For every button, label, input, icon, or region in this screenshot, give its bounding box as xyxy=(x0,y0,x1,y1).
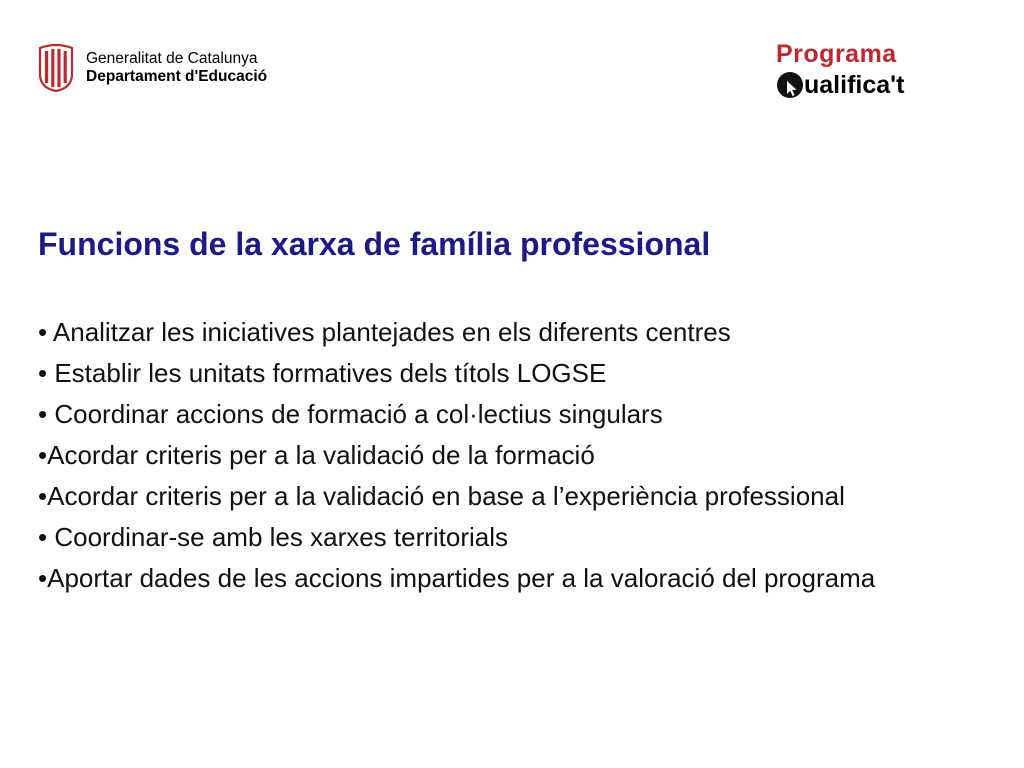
list-item-text: Coordinar accions de formació a col·lectius singulars xyxy=(47,399,663,429)
functions-list xyxy=(38,312,1008,599)
list-item-text: Establir les unitats formatives dels títols LOGSE xyxy=(47,358,607,388)
q-cursor-icon xyxy=(776,71,804,99)
bullet-marker: • xyxy=(38,563,48,593)
qualificat-label: ualifica't xyxy=(804,71,905,99)
list-item-text: Analitzar les iniciatives plantejades en els diferents centres xyxy=(47,317,731,347)
generalitat-logo xyxy=(36,44,267,92)
slide-title: Funcions de la xarxa de família professional xyxy=(38,226,711,262)
bullet-marker: • xyxy=(38,440,48,470)
bullet-marker: • xyxy=(38,522,48,552)
bullet-marker: • xyxy=(38,317,48,347)
list-item-text: Acordar criteris per a la validació de la formació xyxy=(47,440,595,470)
generalitat-text xyxy=(86,50,267,86)
list-item xyxy=(38,394,1008,435)
programa-qualificat-logo xyxy=(776,40,936,100)
org-name: Generalitat de Catalunya xyxy=(86,50,258,67)
list-item xyxy=(38,558,1008,599)
catalan-stripes-emblem-icon xyxy=(36,44,76,92)
list-item-text: Coordinar-se amb les xarxes territorials xyxy=(47,522,509,552)
list-item xyxy=(38,517,1008,558)
list-item xyxy=(38,353,1008,394)
list-item xyxy=(38,476,1008,517)
department-name: Departament d'Educació xyxy=(86,68,268,85)
bullet-marker: • xyxy=(38,481,48,511)
list-item xyxy=(38,435,1008,476)
list-item-text: Acordar criteris per a la validació en base a l’experiència professional xyxy=(47,481,845,511)
list-item xyxy=(38,312,1008,353)
bullet-marker: • xyxy=(38,399,48,429)
list-item-text: Aportar dades de les accions impartides per a la valoració del programa xyxy=(47,563,876,593)
bullet-marker: • xyxy=(38,358,48,388)
qualificat-wordmark xyxy=(776,70,936,100)
programa-label: Programa xyxy=(776,40,897,68)
